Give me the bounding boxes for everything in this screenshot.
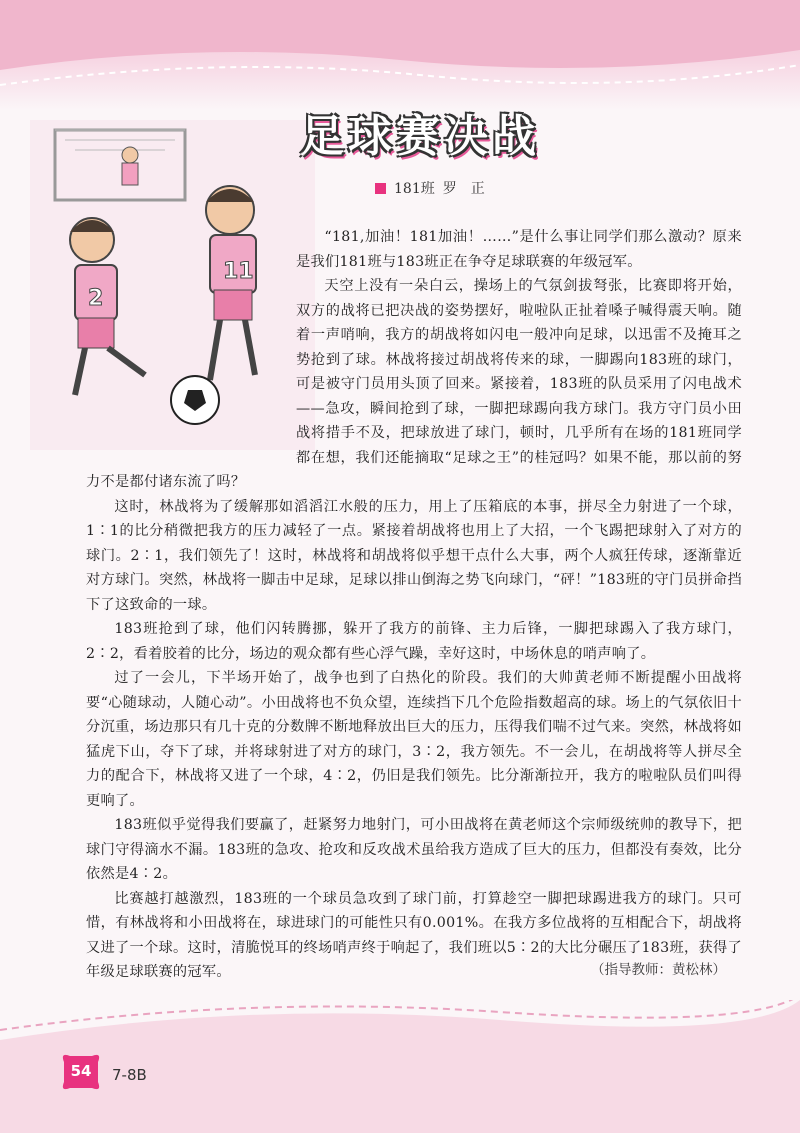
paragraph-3: 这时，林战将为了缓解那如滔滔江水般的压力，用上了压箱底的本事，拼尽全力射进了一个球，1∶1的比分稍微把我方的压力减轻了一点。紧接着胡战将也用上了大招，一个飞踢把球射入了对方的球门。2∶1，我们领先了！这时，林战将和胡战将似乎想干点什么大事，两个人疯狂传球，逐渐靠近对方球门。突然，林战将一脚击中足球，足球以排山倒海之势飞向球门，“砰！”183班的守门员拼命挡下了这致命的一球。: [86, 498, 742, 613]
wave-decoration: [0, 0, 800, 110]
paragraph-5: 过了一会儿，下半场开始了，战争也到了白热化的阶段。我们的大帅黄老师不断提醒小田战将要“心随球动，人随心动”。小田战将也不负众望，连续挡下几个危险指数超高的球。场上的气氛依旧十分沉重，场边那只有几十克的分数牌不断地释放出巨大的压力，压得我们喘不过气来。突然，林战将如猛虎下山，夺下了球，并将球射进了对方的球门，3∶2，我方领先。不一会儿，在胡战将等人拼尽全力的配合下，林战将又进了一个球，4∶2，仍旧是我们领先。比分渐渐拉开，我方的啦啦队员们叫得更响了。: [86, 670, 742, 809]
byline-author: 罗 正: [442, 181, 485, 197]
byline: [375, 178, 485, 198]
paragraph-7: 比赛越打越激烈，183班的一个球员急攻到了球门前，打算趁空一脚把球踢进我方的球门。只可惜，有林战将和小田战将在，球进球门的可能性只有0.001%。在我方多位战将的互相配合下，胡战将又进了一个球。这时，清脆悦耳的终场哨声终于响起了，我们班以5∶2的大比分碾压了183班，获得了年级足球联赛的冠军。: [86, 890, 742, 980]
paragraph-4: 183班抢到了球，他们闪转腾挪，躲开了我方的前锋、主力后锋，一脚把球踢入了我方球门，2∶2，看着胶着的比分，场边的观众都有些心浮气躁，幸好这时，中场休息的哨声响了。: [86, 621, 742, 662]
page-code: 7-8B: [112, 1066, 147, 1084]
page-number: 54: [70, 1062, 92, 1080]
svg-text:2: 2: [88, 286, 104, 311]
byline-marker-icon: [375, 183, 386, 194]
article-body: [86, 225, 742, 985]
byline-class: 181班: [394, 181, 435, 197]
article-title: 足球赛决战: [300, 111, 540, 162]
paragraph-1: “181,加油！181加油！……”是什么事让同学们那么激动？原来是我们181班与183班正在争夺足球联赛的年级冠军。: [296, 229, 742, 270]
paragraph-2: 天空上没有一朵白云，操场上的气氛剑拔弩张，比赛即将开始，双方的战将已把决战的姿势摆好，啦啦队正扯着嗓子喊得震天响。随着一声哨响，我方的胡战将如闪电一般冲向足球，以迅雷不及掩耳之势抢到了球。林战将接过胡战将传来的球，一脚踢向183班的球门，可是被守门员用头顶了回来。紧接着，183班的队员采用了闪电战术——急攻，瞬间抢到了球，一脚把球踢向我方球门。我方守门员小田战将措手不及，把球放进了球门，顿时，几乎所有在场的181班同学都在想，我们还能摘取“足球之王”的桂冠吗？如果不能，那以前的努力不是都付诸东流了吗？: [86, 278, 742, 490]
svg-text:11: 11: [223, 259, 254, 284]
illustration-float-space: [86, 225, 296, 465]
top-decorative-band: [0, 0, 800, 110]
paragraph-6: 183班似乎觉得我们要赢了，赶紧努力地射门，可小田战将在黄老师这个宗师级统帅的教导下，把球门守得滴水不漏。183班的急攻、抢攻和反攻战术虽给我方造成了巨大的压力，但都没有奏效，比分依然是4∶2。: [86, 817, 742, 882]
teacher-credit: （指导教师：黄松林）: [591, 962, 726, 978]
